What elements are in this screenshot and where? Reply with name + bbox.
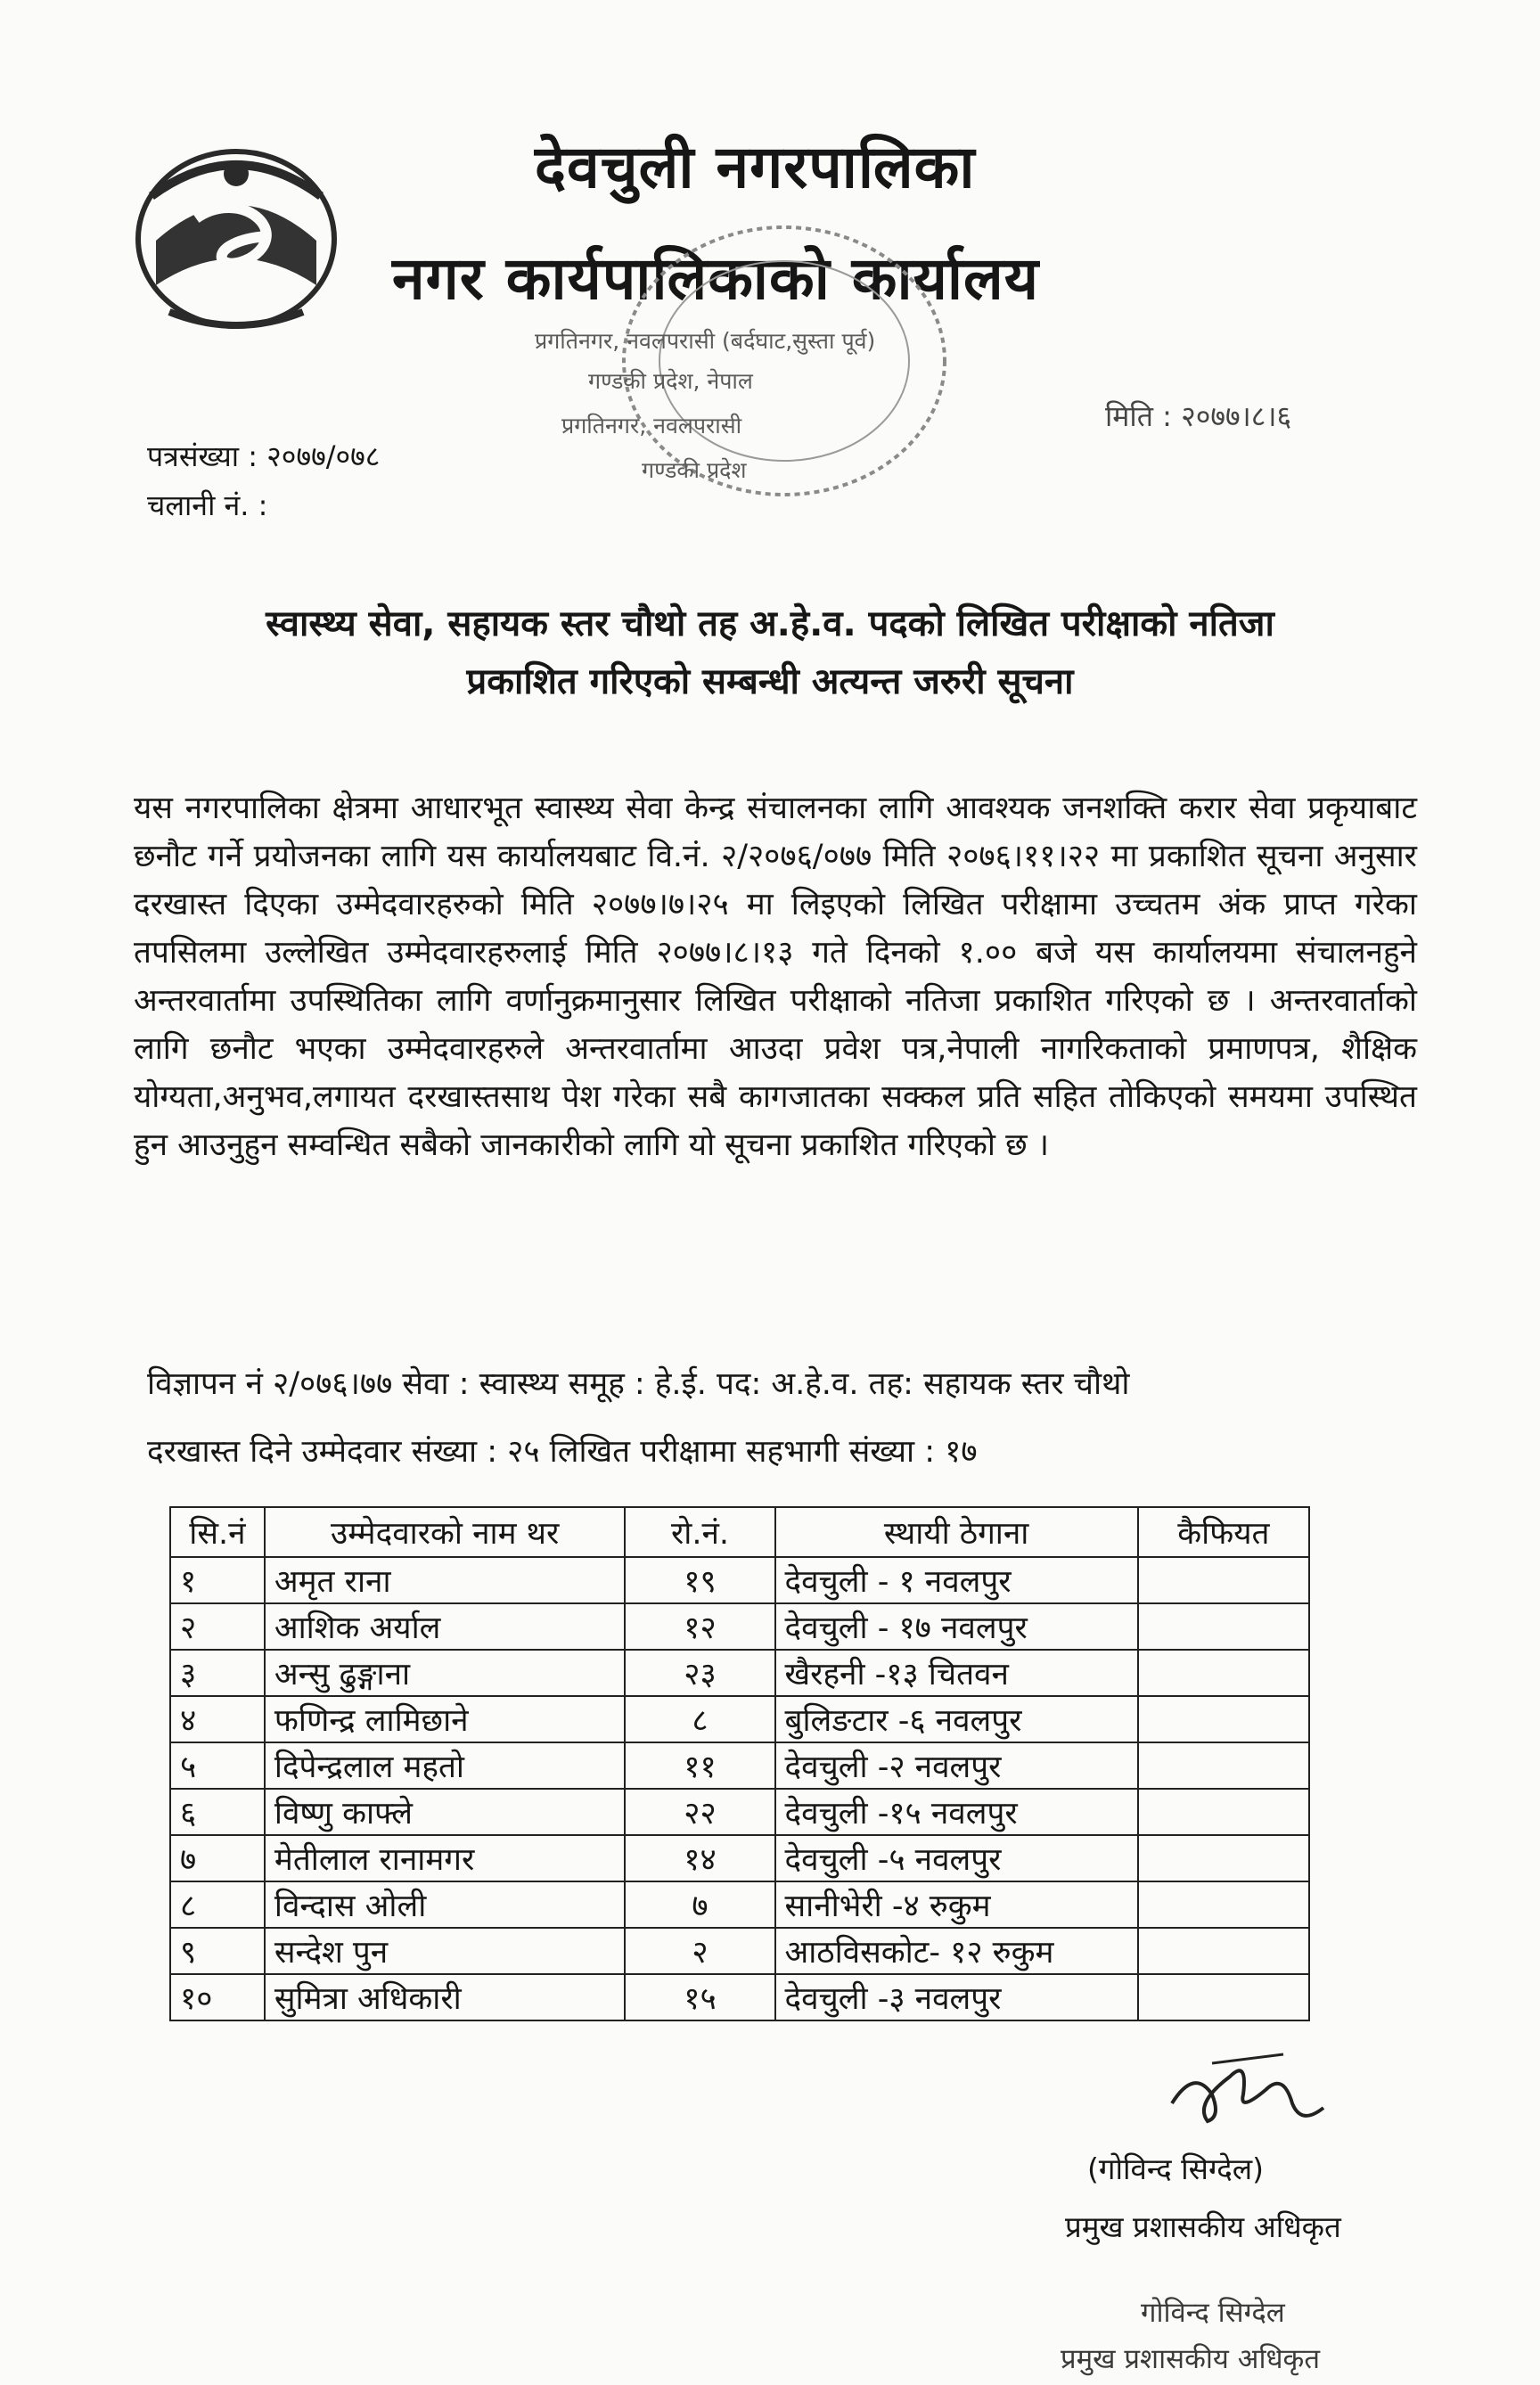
cell-remarks (1138, 1881, 1309, 1928)
cell-remarks (1138, 1742, 1309, 1789)
cell-remarks (1138, 1696, 1309, 1742)
table-row (170, 1835, 1309, 1881)
stamp-signatory-name: गोविन्द सिग्देल (1141, 2297, 1285, 2329)
cell-candidate-name: सन्देश पुन (265, 1928, 626, 1974)
stamp-text-line: गण्डकी प्रदेश (642, 457, 747, 483)
government-emblem-icon (116, 134, 356, 339)
cell-address: देवचुली -५ नवलपुर (775, 1835, 1138, 1881)
cell-roll-number: १९ (625, 1557, 774, 1603)
header-candidate-name: उम्मेदवारको नाम थर (265, 1507, 626, 1557)
cell-address: देवचुली -१५ नवलपुर (775, 1789, 1138, 1835)
cell-serial: १ (170, 1557, 265, 1603)
header-roll-number: रो.नं. (625, 1507, 774, 1557)
cell-remarks (1138, 1789, 1309, 1835)
cell-remarks (1138, 1928, 1309, 1974)
document-date: मिति : २०७७।८।६ (1105, 399, 1292, 433)
office-name: देवचुली नगरपालिका (535, 133, 976, 201)
cell-candidate-name: आशिक अर्याल (265, 1603, 626, 1650)
cell-serial: ८ (170, 1881, 265, 1928)
signatory-stamp (1061, 2286, 1417, 2384)
cell-remarks (1138, 1835, 1309, 1881)
reference-number: पत्रसंख्या : २०७७/०७८ (147, 439, 381, 473)
cell-remarks (1138, 1603, 1309, 1650)
stamp-text-line: गण्डकी प्रदेश, नेपाल (588, 368, 753, 394)
applicant-count-info: दरखास्त दिने उम्मेदवार संख्या : २५ लिखित परीक्षामा सहभागी संख्या : १७ (147, 1434, 978, 1470)
advertisement-info: विज्ञापन नं २/०७६।७७ सेवा : स्वास्थ्य समूह : हे.ई. पद: अ.हे.व. तह: सहायक स्तर चौथो (147, 1366, 1130, 1402)
table-row (170, 1742, 1309, 1789)
cell-serial: १० (170, 1974, 265, 2020)
cell-candidate-name: दिपेन्द्रलाल महतो (265, 1742, 626, 1789)
cell-serial: ७ (170, 1835, 265, 1881)
cell-roll-number: १४ (625, 1835, 774, 1881)
cell-candidate-name: मेतीलाल रानामगर (265, 1835, 626, 1881)
cell-candidate-name: विष्णु काफ्ले (265, 1789, 626, 1835)
notice-title-line-1: स्वास्थ्य सेवा, सहायक स्तर चौथो तह अ.हे.व. पदको लिखित परीक्षाको नतिजा (266, 603, 1274, 644)
cell-address: सानीभेरी -४ रुकुम (775, 1881, 1138, 1928)
cell-serial: ९ (170, 1928, 265, 1974)
cell-remarks (1138, 1974, 1309, 2020)
table-row (170, 1557, 1309, 1603)
cell-roll-number: १२ (625, 1603, 774, 1650)
cell-roll-number: २ (625, 1928, 774, 1974)
cell-address: खैरहनी -१३ चितवन (775, 1650, 1138, 1696)
cell-roll-number: २२ (625, 1789, 774, 1835)
cell-serial: २ (170, 1603, 265, 1650)
table-row (170, 1650, 1309, 1696)
stamp-text-line: प्रगतिनगर, नवलपरासी (561, 413, 742, 438)
office-subtitle: नगर कार्यपालिकाको कार्यालय (392, 244, 1039, 313)
cell-address: बुलिङटार -६ नवलपुर (775, 1696, 1138, 1742)
cell-remarks (1138, 1650, 1309, 1696)
table-row (170, 1789, 1309, 1835)
cell-serial: ५ (170, 1742, 265, 1789)
cell-serial: ६ (170, 1789, 265, 1835)
header-permanent-address: स्थायी ठेगाना (775, 1507, 1138, 1557)
cell-roll-number: १५ (625, 1974, 774, 2020)
signatory-title: प्रमुख प्रशासकीय अधिकृत (1065, 2209, 1341, 2244)
cell-address: आठविसकोट- १२ रुकुम (775, 1928, 1138, 1974)
cell-candidate-name: विन्दास ओली (265, 1881, 626, 1928)
cell-candidate-name: अन्सु ढुङ्गाना (265, 1650, 626, 1696)
cell-address: देवचुली - १७ नवलपुर (775, 1603, 1138, 1650)
table-row (170, 1603, 1309, 1650)
cell-candidate-name: सुमित्रा अधिकारी (265, 1974, 626, 2020)
dispatch-number: चलानी नं. : (147, 488, 268, 522)
cell-candidate-name: फणिन्द्र लामिछाने (265, 1696, 626, 1742)
results-table (169, 1506, 1310, 2021)
cell-roll-number: ७ (625, 1881, 774, 1928)
cell-serial: ४ (170, 1696, 265, 1742)
cell-address: देवचुली -३ नवलपुर (775, 1974, 1138, 2020)
cell-roll-number: २३ (625, 1650, 774, 1696)
table-header-row (170, 1507, 1309, 1557)
cell-serial: ३ (170, 1650, 265, 1696)
cell-remarks (1138, 1557, 1309, 1603)
handwritten-signature (1159, 2041, 1337, 2139)
header-serial: सि.नं (170, 1507, 265, 1557)
notice-body: यस नगरपालिका क्षेत्रमा आधारभूत स्वास्थ्य सेवा केन्द्र संचालनका लागि आवश्यक जनशक्ति करार सेवा प्रकृयाबाट छनौट गर्ने प्रयोजनका लागि यस कार्यालयबाट वि.नं. २/२०७६/०७७ मिति २०७६।११।२२ मा प्रकाशित सूचना अनुसार दरखास्त दिएका उम्मेदवारहरुको मिति २०७७।७।२५ मा लिइएको लिखित परीक्षामा उच्चतम अंक प्राप्त गरेका तपसिलमा उल्लेखित उम्मेदवारहरुलाई मिति २०७७।८।१३ गते दिनको १.०० बजे यस कार्यालयमा संचालनहुने अन्तरवार्तामा उपस्थितिका लागि वर्णानुक्रमानुसार लिखित परीक्षाको नतिजा प्रकाशित गरिएको छ । अन्तरवार्ताको लागि छनौट भएका उम्मेदवारहरुले अन्तरवार्तामा आउदा प्रवेश पत्र,नेपाली नागरिकताको प्रमाणपत्र, शैक्षिक योग्यता,अनुभव,लगायत दरखास्तसाथ पेश गरेका सबै कागजातका सक्कल प्रति सहित तोकिएको समयमा उपस्थित हुन आउनुहुन सम्वन्धित सबैको जानकारीको लागि यो सूचना प्रकाशित गरिएको छ । (134, 791, 1417, 1163)
stamp-signatory-title: प्रमुख प्रशासकीय अधिकृत (1061, 2343, 1321, 2375)
cell-address: देवचुली - १ नवलपुर (775, 1557, 1138, 1603)
table-row (170, 1974, 1309, 2020)
stamp-text-line: प्रगतिनगर, नवलपरासी (बर्दघाट,सुस्ता पूर्व) (535, 328, 876, 354)
cell-roll-number: ८ (625, 1696, 774, 1742)
table-row (170, 1881, 1309, 1928)
table-row (170, 1696, 1309, 1742)
table-row (170, 1928, 1309, 1974)
notice-title-line-2: प्रकाशित गरिएको सम्बन्धी अत्यन्त जरुरी सूचना (466, 661, 1074, 702)
cell-candidate-name: अमृत राना (265, 1557, 626, 1603)
office-stamp (535, 192, 1034, 530)
header-remarks: कैफियत (1138, 1507, 1309, 1557)
cell-address: देवचुली -२ नवलपुर (775, 1742, 1138, 1789)
signatory-name: (गोविन्द सिग्देल) (1087, 2151, 1265, 2186)
cell-roll-number: ११ (625, 1742, 774, 1789)
